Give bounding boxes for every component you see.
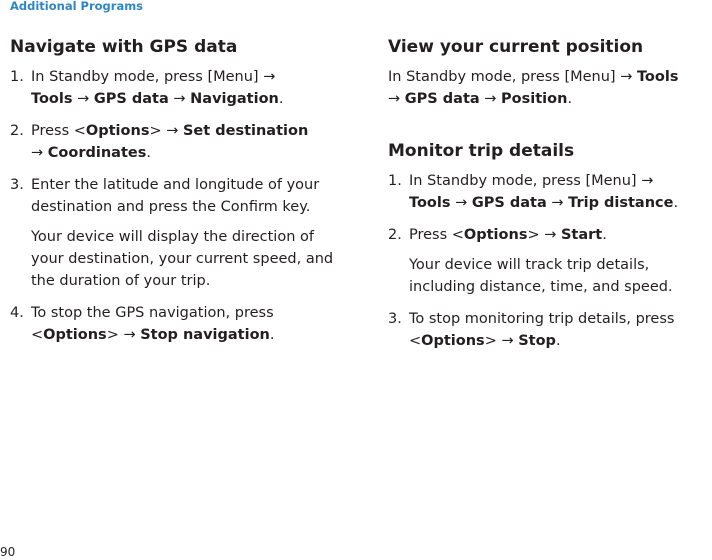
arrow-icon: → — [77, 91, 90, 107]
softkey-options: Options — [85, 123, 150, 139]
punctuation: . — [555, 333, 561, 349]
step-text: Enter the latitude and longitude of your destination and press the Confirm key. — [31, 177, 320, 215]
left-column — [10, 36, 345, 346]
arrow-icon: → — [166, 123, 179, 139]
arrow-icon: → — [641, 173, 654, 189]
softkey-options: Options — [421, 333, 485, 349]
step-number: 2. — [388, 227, 402, 243]
menu-path: Navigation — [190, 91, 279, 107]
step-text: Press < — [409, 227, 464, 243]
menu-path: Tools — [636, 69, 679, 85]
menu-path: Trip distance — [568, 195, 674, 211]
arrow-icon: → — [263, 69, 276, 85]
step-text: To stop monitoring trip details, press — [409, 311, 675, 327]
step-text: In Standby mode, press [Menu] — [31, 69, 264, 85]
section-title-trip: Monitor trip details — [388, 141, 575, 161]
trip-step-3 — [388, 308, 712, 352]
arrow-icon: → — [31, 145, 44, 161]
step-number: 3. — [388, 311, 402, 327]
arrow-icon: → — [388, 91, 401, 107]
navigate-step-4 — [10, 302, 345, 346]
menu-path: Coordinates — [47, 145, 147, 161]
punctuation: . — [673, 195, 679, 211]
punctuation: . — [567, 91, 573, 107]
step-number: 4. — [10, 305, 24, 321]
trip-step-2 — [388, 224, 712, 246]
arrow-icon: → — [620, 69, 633, 85]
step-text: In Standby mode, press [Menu] — [409, 173, 642, 189]
arrow-icon: → — [455, 195, 468, 211]
section-title-navigate: Navigate with GPS data — [10, 37, 238, 57]
menu-path: Tools — [409, 195, 451, 211]
step-number: 3. — [10, 177, 24, 193]
running-header: Additional Programs — [10, 0, 144, 13]
menu-path: GPS data — [471, 195, 547, 211]
page-number: 90 — [0, 545, 16, 559]
step-text: In Standby mode, press [Menu] — [388, 69, 621, 85]
menu-path: Position — [501, 91, 568, 107]
section-title-position: View your current position — [388, 37, 644, 57]
navigate-step-3-note: Your device will display the direction of your destination, your current speed, and the duration of your trip. — [31, 229, 334, 289]
softkey-options: Options — [43, 327, 107, 343]
step-number: 1. — [388, 173, 402, 189]
arrow-icon: → — [123, 327, 136, 343]
step-text: > — [527, 227, 545, 243]
menu-path: Stop navigation — [140, 327, 270, 343]
right-column — [388, 36, 712, 352]
step-text: < — [409, 333, 422, 349]
step-text: > — [484, 333, 502, 349]
softkey-options: Options — [463, 227, 528, 243]
menu-path: Tools — [31, 91, 73, 107]
step-text: To stop the GPS navigation, press < — [31, 305, 274, 343]
menu-path: Start — [560, 227, 603, 243]
menu-path: Set destination — [182, 123, 309, 139]
arrow-icon: → — [484, 91, 497, 107]
step-text: > — [106, 327, 124, 343]
navigate-step-3 — [10, 174, 345, 218]
punctuation: . — [278, 91, 284, 107]
arrow-icon: → — [501, 333, 514, 349]
trip-step-2-note: Your device will track trip details, including distance, time, and speed. — [409, 257, 673, 295]
arrow-icon: → — [173, 91, 186, 107]
trip-step-1 — [388, 170, 712, 214]
menu-path: GPS data — [93, 91, 169, 107]
arrow-icon: → — [551, 195, 564, 211]
menu-path: Stop — [518, 333, 556, 349]
step-number: 2. — [10, 123, 24, 139]
menu-path: GPS data — [404, 91, 480, 107]
arrow-icon: → — [544, 227, 557, 243]
step-text: > — [149, 123, 167, 139]
navigate-step-1 — [10, 66, 345, 110]
position-instructions — [388, 66, 712, 110]
punctuation: . — [269, 327, 275, 343]
punctuation: . — [146, 145, 151, 161]
navigate-step-2 — [10, 120, 345, 164]
step-number: 1. — [10, 69, 24, 85]
punctuation: . — [602, 227, 607, 243]
step-text: Press < — [31, 123, 86, 139]
